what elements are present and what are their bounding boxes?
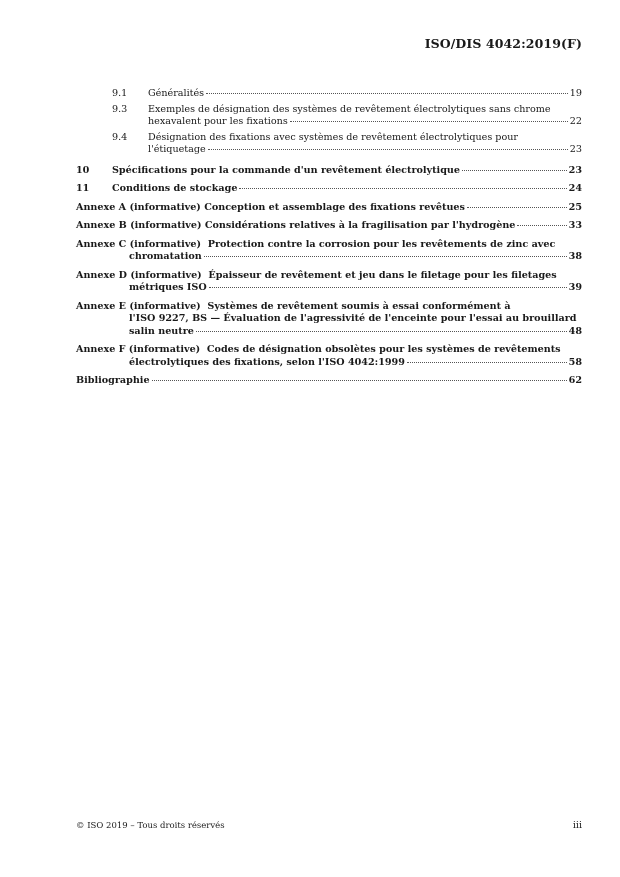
toc-entry-title: Protection contre la corrosion pour les revêtements de zinc avec xyxy=(207,238,556,250)
toc-entry-title-cont: salin neutre xyxy=(129,325,194,337)
toc-entry-title: Conditions de stockage xyxy=(112,183,238,194)
table-of-contents xyxy=(76,88,582,388)
toc-entry-title: Généralités xyxy=(148,88,205,99)
toc-entry-title: Exemples de désignation des systèmes de revêtement électrolytiques sans chrome xyxy=(148,103,551,115)
toc-entry-number: 9.4 xyxy=(112,131,128,143)
dot-leader xyxy=(290,121,568,122)
dot-leader xyxy=(467,207,567,208)
toc-entry-title-cont: l'étiquetage xyxy=(148,144,206,155)
dot-leader xyxy=(407,362,567,363)
copyright-notice: © ISO 2019 – Tous droits réservés xyxy=(76,821,225,831)
toc-entry-9-4[interactable] xyxy=(76,132,582,157)
dot-leader xyxy=(208,149,568,150)
toc-annex-c[interactable] xyxy=(76,239,582,264)
toc-entry-9-1[interactable] xyxy=(76,88,582,101)
toc-entry-title-cont: chromatation xyxy=(129,251,202,262)
toc-entry-9-3[interactable] xyxy=(76,104,582,129)
toc-entry-number: 10 xyxy=(76,164,90,176)
toc-page-number: 58 xyxy=(568,356,582,368)
toc-annex-e[interactable] xyxy=(76,301,582,339)
toc-page-number: 24 xyxy=(568,183,582,194)
toc-annex-d[interactable] xyxy=(76,270,582,295)
toc-entry-number: 9.1 xyxy=(112,88,128,99)
toc-annex-f[interactable] xyxy=(76,344,582,369)
toc-page-number: 62 xyxy=(568,375,582,386)
toc-page-number: 23 xyxy=(568,164,582,176)
toc-entry-title-cont: métriques ISO xyxy=(129,282,207,293)
toc-page-number: 23 xyxy=(569,144,582,155)
toc-entry-10[interactable] xyxy=(76,165,582,178)
toc-entry-title: Épaisseur de revêtement et jeu dans le filetage pour les filetages xyxy=(208,269,557,281)
toc-entry-title-cont: hexavalent pour les fixations xyxy=(148,116,288,127)
toc-bibliography[interactable] xyxy=(76,375,582,388)
toc-entry-title: Bibliographie xyxy=(76,375,150,386)
toc-entry-title-cont: électrolytiques des fixations, selon l'ISO 4042:1999 xyxy=(129,356,405,368)
toc-entry-title: Codes de désignation obsolètes pour les systèmes de revêtements xyxy=(206,344,561,355)
annex-label: Annexe D (informative) xyxy=(76,269,202,281)
dot-leader xyxy=(517,225,566,226)
annex-label: Annexe B (informative) xyxy=(76,220,202,231)
document-id: ISO/DIS 4042:2019(F) xyxy=(424,36,582,51)
toc-page-number: 48 xyxy=(568,325,582,337)
dot-leader xyxy=(462,170,567,171)
toc-page-number: 33 xyxy=(568,220,582,231)
toc-annex-b[interactable] xyxy=(76,220,582,233)
dot-leader xyxy=(152,380,567,381)
dot-leader xyxy=(206,93,568,94)
toc-page-number: 19 xyxy=(569,88,582,99)
dot-leader xyxy=(209,287,567,288)
toc-entry-title-cont: l'ISO 9227, BS — Évaluation de l'agressivité de l'enceinte pour l'essai au brouillard xyxy=(129,313,577,324)
page-number: iii xyxy=(572,820,582,831)
annex-label: Annexe C (informative) xyxy=(76,238,202,250)
toc-page-number: 38 xyxy=(568,251,582,262)
annex-label: Annexe A (informative) xyxy=(76,201,201,213)
toc-page-number: 25 xyxy=(568,201,582,213)
toc-entry-11[interactable] xyxy=(76,183,582,196)
dot-leader xyxy=(239,188,566,189)
annex-label: Annexe E (informative) xyxy=(76,300,201,312)
toc-page-number: 39 xyxy=(568,282,582,293)
dot-leader xyxy=(196,331,567,332)
toc-page-number: 22 xyxy=(569,116,582,127)
toc-entry-title: Conception et assemblage des fixations revêtues xyxy=(204,201,465,213)
toc-entry-title: Systèmes de revêtement soumis à essai conformément à xyxy=(207,300,511,312)
annex-label: Annexe F (informative) xyxy=(76,344,201,355)
dot-leader xyxy=(204,256,567,257)
toc-entry-number: 11 xyxy=(76,183,90,194)
toc-entry-title: Considérations relatives à la fragilisation par l'hydrogène xyxy=(204,220,516,231)
toc-annex-a[interactable] xyxy=(76,202,582,215)
toc-entry-title: Spécifications pour la commande d'un revêtement électrolytique xyxy=(112,164,460,176)
toc-entry-title: Désignation des fixations avec systèmes de revêtement électrolytiques pour xyxy=(148,131,518,143)
toc-entry-number: 9.3 xyxy=(112,103,128,115)
